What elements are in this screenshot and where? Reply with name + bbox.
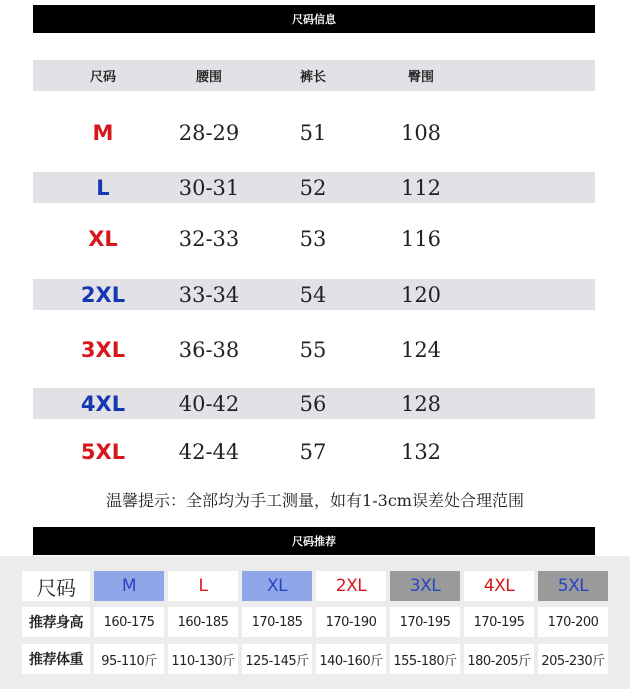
measurement-note: 温馨提示：全部均为手工测量，如有1-3cm误差处合理范围: [106, 491, 524, 510]
size-label: 5XL: [80, 440, 126, 464]
waist-value: 42-44: [178, 440, 240, 464]
recommend-height: 160-185: [168, 607, 238, 637]
hip-value: 116: [400, 227, 442, 251]
recommend-height-label: 推荐身高: [22, 607, 90, 637]
recommend-size: L: [168, 571, 238, 601]
hip-value: 112: [400, 175, 442, 200]
length-value: 52: [299, 175, 327, 200]
size-label: 3XL: [80, 338, 126, 362]
recommend-height: 160-175: [94, 607, 164, 637]
waist-value: 40-42: [178, 391, 240, 416]
recommend-size: 3XL: [390, 571, 460, 601]
hip-value: 108: [400, 121, 442, 145]
length-value: 53: [299, 227, 327, 251]
recommend-weight: 155-180斤: [390, 644, 460, 674]
recommend-height: 170-185: [242, 607, 312, 637]
recommend-height: 170-190: [316, 607, 386, 637]
header-hip: 臀围: [407, 70, 434, 85]
waist-value: 33-34: [178, 282, 240, 307]
size-label: 2XL: [80, 282, 126, 307]
hip-value: 120: [400, 282, 442, 307]
header-waist: 腰围: [195, 70, 222, 85]
header-length: 裤长: [299, 70, 326, 85]
waist-value: 36-38: [178, 338, 240, 362]
table-row: [33, 388, 595, 419]
size-recommend-title-bar: [33, 527, 595, 555]
recommend-weight: 110-130斤: [168, 644, 238, 674]
size-table-header: [33, 60, 595, 91]
recommend-height-row: [22, 607, 612, 637]
size-recommend-title: 尺码推荐: [292, 535, 336, 548]
recommend-size: 2XL: [316, 571, 386, 601]
recommend-weight-label: 推荐体重: [22, 644, 90, 674]
table-row: [33, 329, 595, 371]
table-row: [33, 218, 595, 260]
size-info-title-bar: [33, 5, 595, 33]
recommend-size: 5XL: [538, 571, 608, 601]
size-recommend-panel: [0, 556, 630, 689]
header-size: 尺码: [89, 70, 116, 85]
recommend-height: 170-200: [538, 607, 608, 637]
recommend-weight-row: [22, 644, 612, 674]
recommend-height: 170-195: [464, 607, 534, 637]
size-label: L: [96, 175, 110, 200]
length-value: 51: [299, 121, 327, 145]
size-label: XL: [88, 227, 118, 251]
table-row: [33, 279, 595, 310]
recommend-size: 4XL: [464, 571, 534, 601]
waist-value: 28-29: [178, 121, 240, 145]
length-value: 56: [299, 391, 327, 416]
recommend-weight: 125-145斤: [242, 644, 312, 674]
recommend-weight: 95-110斤: [94, 644, 164, 674]
recommend-height: 170-195: [390, 607, 460, 637]
recommend-weight: 140-160斤: [316, 644, 386, 674]
table-row: [33, 431, 595, 473]
size-label: M: [92, 121, 114, 145]
waist-value: 32-33: [178, 227, 240, 251]
recommend-size: XL: [242, 571, 312, 601]
hip-value: 128: [400, 391, 442, 416]
length-value: 54: [299, 282, 327, 307]
table-row: [33, 112, 595, 154]
recommend-size: M: [94, 571, 164, 601]
table-row: [33, 172, 595, 203]
hip-value: 132: [400, 440, 442, 464]
length-value: 57: [299, 440, 327, 464]
size-label: 4XL: [80, 391, 126, 416]
recommend-size-label: 尺码: [22, 571, 90, 601]
size-info-title: 尺码信息: [292, 13, 336, 26]
hip-value: 124: [400, 338, 442, 362]
recommend-weight: 180-205斤: [464, 644, 534, 674]
recommend-weight: 205-230斤: [538, 644, 608, 674]
length-value: 55: [299, 338, 327, 362]
recommend-size-row: [22, 571, 612, 601]
waist-value: 30-31: [178, 175, 240, 200]
